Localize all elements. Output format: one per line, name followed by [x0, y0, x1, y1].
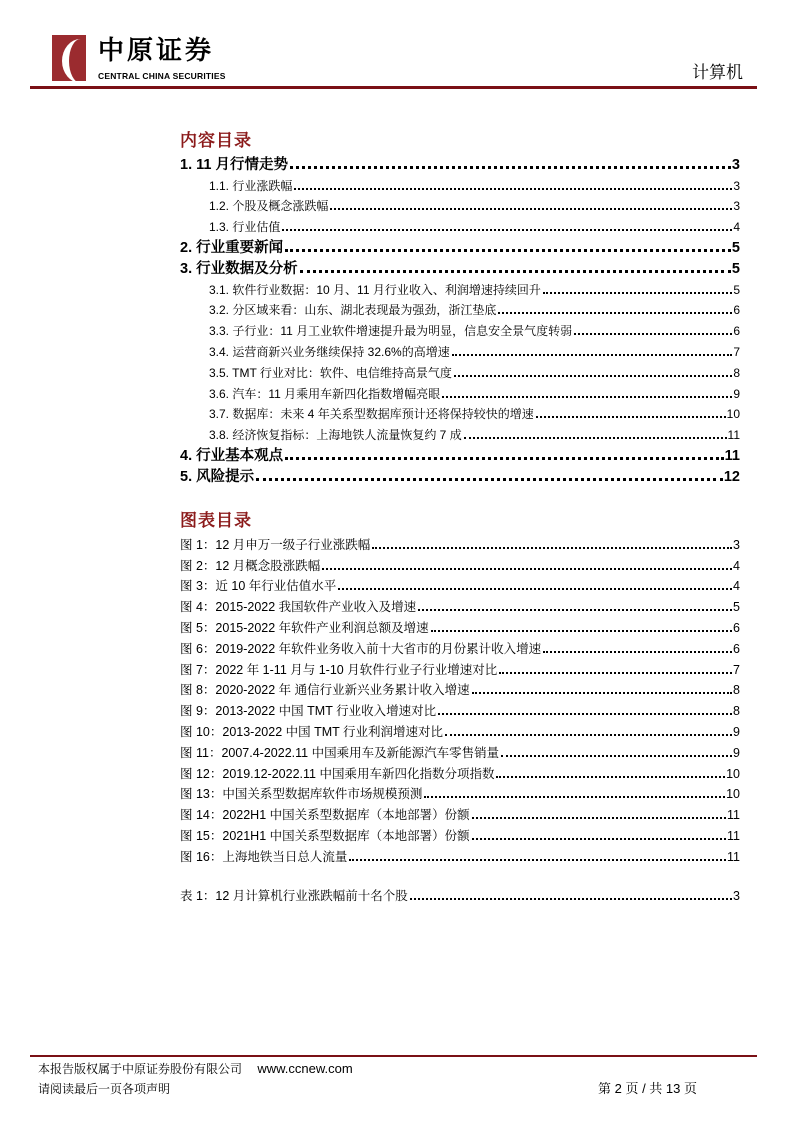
entry-page: 7	[733, 662, 740, 677]
entry-page: 4	[733, 579, 740, 594]
entry-label: 1.3. 行业估值	[209, 220, 281, 235]
entry-page: 11	[727, 849, 740, 864]
entry-page: 11	[727, 808, 740, 823]
entry-page: 3	[733, 199, 740, 214]
dot-leader	[442, 396, 732, 398]
toc-entry[interactable]	[180, 153, 740, 174]
entry-label: 图 11：2007.4-2022.11 中国乘用车及新能源汽车零售销量	[180, 745, 500, 760]
dot-leader	[472, 817, 726, 819]
entry-label: 3. 行业数据及分析	[180, 260, 298, 277]
entry-page: 9	[733, 386, 740, 401]
entry-page: 12	[723, 468, 740, 485]
entry-label: 3.8. 经济恢复指标：上海地铁人流量恢复约 7 成	[209, 428, 462, 443]
dot-leader	[349, 859, 726, 861]
copyright-text: 本报告版权属于中原证券股份有限公司	[38, 1062, 243, 1076]
toc-entry[interactable]	[180, 762, 740, 783]
entry-label: 3.7. 数据库：未来 4 年关系型数据库预计还将保持较快的增速	[209, 407, 534, 422]
toc-entry[interactable]	[180, 340, 740, 361]
entry-page: 8	[733, 365, 740, 380]
dot-leader	[431, 630, 732, 632]
entry-label: 图 9：2013-2022 中国 TMT 行业收入增速对比	[180, 704, 437, 719]
dot-leader	[256, 478, 723, 481]
entry-label: 图 8：2020-2022 年 通信行业新兴业务累计收入增速	[180, 683, 470, 698]
figure-list	[180, 533, 740, 866]
toc-entry[interactable]	[180, 720, 740, 741]
entry-label: 图 5：2015-2022 年软件产业利润总额及增速	[180, 620, 429, 635]
dot-leader	[536, 416, 726, 418]
dot-leader	[300, 270, 731, 273]
entry-page: 11	[727, 828, 740, 843]
dot-leader	[410, 898, 732, 900]
dot-leader	[322, 568, 732, 570]
entry-label: 4. 行业基本观点	[180, 447, 284, 464]
entry-page: 8	[733, 683, 740, 698]
entry-page: 9	[733, 724, 740, 739]
entry-page: 10	[726, 766, 740, 781]
toc-entry[interactable]	[180, 382, 740, 403]
dot-leader	[372, 547, 732, 549]
entry-page: 6	[733, 620, 740, 635]
toc-entry[interactable]	[180, 174, 740, 195]
dot-leader	[285, 457, 724, 460]
toc-entry[interactable]	[180, 554, 740, 575]
entry-label: 图 2：12 月概念股涨跌幅	[180, 558, 321, 573]
toc-entry[interactable]	[180, 465, 740, 486]
toc-entry[interactable]	[180, 637, 740, 658]
logo-chinese: 中原证券	[98, 36, 215, 66]
entry-page: 10	[726, 787, 740, 802]
toc-entry[interactable]	[180, 616, 740, 637]
entry-label: 3.2. 分区域来看：山东、湖北表现最为强劲，浙江垫底	[209, 303, 497, 318]
toc-entry[interactable]	[180, 803, 740, 824]
toc-entry[interactable]	[180, 257, 740, 278]
entry-label: 图 10：2013-2022 中国 TMT 行业利润增速对比	[180, 724, 444, 739]
dot-leader	[452, 354, 733, 356]
toc-title: 内容目录	[180, 131, 252, 151]
entry-label: 图 13：中国关系型数据库软件市场规模预测	[180, 787, 423, 802]
table-list	[180, 884, 740, 905]
entry-page: 5	[731, 260, 740, 277]
dot-leader	[501, 755, 732, 757]
toc-entry[interactable]	[180, 236, 740, 257]
toc-entry[interactable]	[180, 319, 740, 340]
dot-leader	[499, 672, 732, 674]
dot-leader	[418, 609, 732, 611]
dot-leader	[454, 375, 732, 377]
entry-label: 3.3. 子行业：11 月工业软件增速提升最为明显，信息安全景气度转弱	[209, 324, 573, 339]
toc-entry[interactable]	[180, 361, 740, 382]
toc-entry[interactable]	[180, 783, 740, 804]
toc-entry[interactable]	[180, 444, 740, 465]
dot-leader	[498, 312, 732, 314]
entry-label: 图 12：2019.12-2022.11 中国乘用车新四化指数分项指数	[180, 766, 495, 781]
entry-label: 图 6：2019-2022 年软件业务收入前十大省市的月份累计收入增速	[180, 641, 542, 656]
logo-english: CENTRAL CHINA SECURITIES	[98, 71, 226, 81]
toc-entry[interactable]	[180, 658, 740, 679]
entry-page: 11	[727, 428, 740, 443]
entry-label: 1.1. 行业涨跌幅	[209, 178, 293, 193]
dot-leader	[464, 437, 727, 439]
entry-label: 5. 风险提示	[180, 468, 255, 485]
entry-label: 图 14：2022H1 中国关系型数据库（本地部署）份额	[180, 808, 470, 823]
disclaimer-text: 请阅读最后一页各项声明	[38, 1082, 171, 1096]
dot-leader	[294, 188, 732, 190]
toc-entry[interactable]	[180, 699, 740, 720]
entry-label: 图 16：上海地铁当日总人流量	[180, 849, 348, 864]
entry-page: 4	[733, 558, 740, 573]
entry-page: 5	[733, 600, 740, 615]
dot-leader	[330, 208, 732, 210]
dot-leader	[496, 776, 725, 778]
table-of-contents	[180, 153, 740, 486]
entry-label: 图 7：2022 年 1-11 月与 1-10 月软件行业子行业增速对比	[180, 662, 498, 677]
toc-entry[interactable]	[180, 195, 740, 216]
entry-label: 图 15：2021H1 中国关系型数据库（本地部署）份额	[180, 828, 470, 843]
entry-page: 8	[733, 704, 740, 719]
entry-label: 3.6. 汽车：11 月乘用车新四化指数增幅亮眼	[209, 386, 441, 401]
entry-label: 表 1：12 月计算机行业涨跌幅前十名个股	[180, 888, 408, 903]
dot-leader	[438, 713, 732, 715]
header-divider	[30, 86, 757, 89]
toc-entry[interactable]	[180, 423, 740, 444]
entry-page: 3	[733, 537, 740, 552]
toc-entry[interactable]	[180, 533, 740, 554]
toc-entry[interactable]	[180, 278, 740, 299]
toc-entry[interactable]	[180, 741, 740, 762]
toc-entry[interactable]	[180, 824, 740, 845]
dot-leader	[424, 796, 725, 798]
entry-page: 5	[731, 239, 740, 256]
entry-page: 3	[733, 888, 740, 903]
entry-page: 3	[733, 178, 740, 193]
entry-label: 3.5. TMT 行业对比：软件、电信维持高景气度	[209, 365, 452, 380]
toc-entry[interactable]	[180, 215, 740, 236]
entry-label: 图 4：2015-2022 我国软件产业收入及增速	[180, 600, 417, 615]
page-header	[52, 35, 757, 88]
entry-label: 3.1. 软件行业数据：10 月、11 月行业收入、利润增速持续回升	[209, 282, 541, 297]
logo-icon	[52, 35, 86, 81]
footer-divider	[30, 1055, 757, 1057]
entry-label: 图 3：近 10 年行业估值水平	[180, 579, 337, 594]
toc-entry[interactable]	[180, 595, 740, 616]
entry-page: 9	[733, 745, 740, 760]
dot-leader	[282, 229, 732, 231]
dot-leader	[543, 651, 732, 653]
toc-entry[interactable]	[180, 575, 740, 596]
dot-leader	[290, 166, 731, 169]
entry-label: 1.2. 个股及概念涨跌幅	[209, 199, 329, 214]
figures-title: 图表目录	[180, 511, 252, 531]
entry-page: 7	[733, 344, 740, 359]
toc-entry[interactable]	[180, 299, 740, 320]
entry-label: 2. 行业重要新闻	[180, 239, 284, 256]
dot-leader	[338, 588, 732, 590]
entry-page: 6	[733, 641, 740, 656]
entry-label: 图 1：12 月申万一级子行业涨跌幅	[180, 537, 371, 552]
entry-page: 6	[733, 324, 740, 339]
entry-page: 5	[733, 282, 740, 297]
website-link[interactable]: www.ccnew.com	[257, 1061, 353, 1076]
sector-label: 计算机	[692, 63, 743, 83]
dot-leader	[543, 292, 732, 294]
entry-page: 4	[733, 220, 740, 235]
toc-entry[interactable]	[180, 679, 740, 700]
dot-leader	[445, 734, 732, 736]
entry-page: 3	[731, 156, 740, 173]
entry-page: 10	[726, 407, 740, 422]
dot-leader	[574, 333, 732, 335]
page-number: 第 2 页 / 共 13 页	[598, 1081, 697, 1096]
entry-label: 3.4. 运营商新兴业务继续保持 32.6%的高增速	[209, 344, 450, 359]
toc-entry[interactable]	[180, 884, 740, 905]
dot-leader	[285, 249, 731, 252]
toc-entry[interactable]	[180, 845, 740, 866]
dot-leader	[472, 838, 726, 840]
toc-entry[interactable]	[180, 403, 740, 424]
entry-page: 6	[733, 303, 740, 318]
entry-label: 1. 11 月行情走势	[180, 156, 288, 173]
footer-line-1	[38, 1061, 353, 1077]
dot-leader	[472, 692, 732, 694]
entry-page: 11	[724, 447, 740, 464]
